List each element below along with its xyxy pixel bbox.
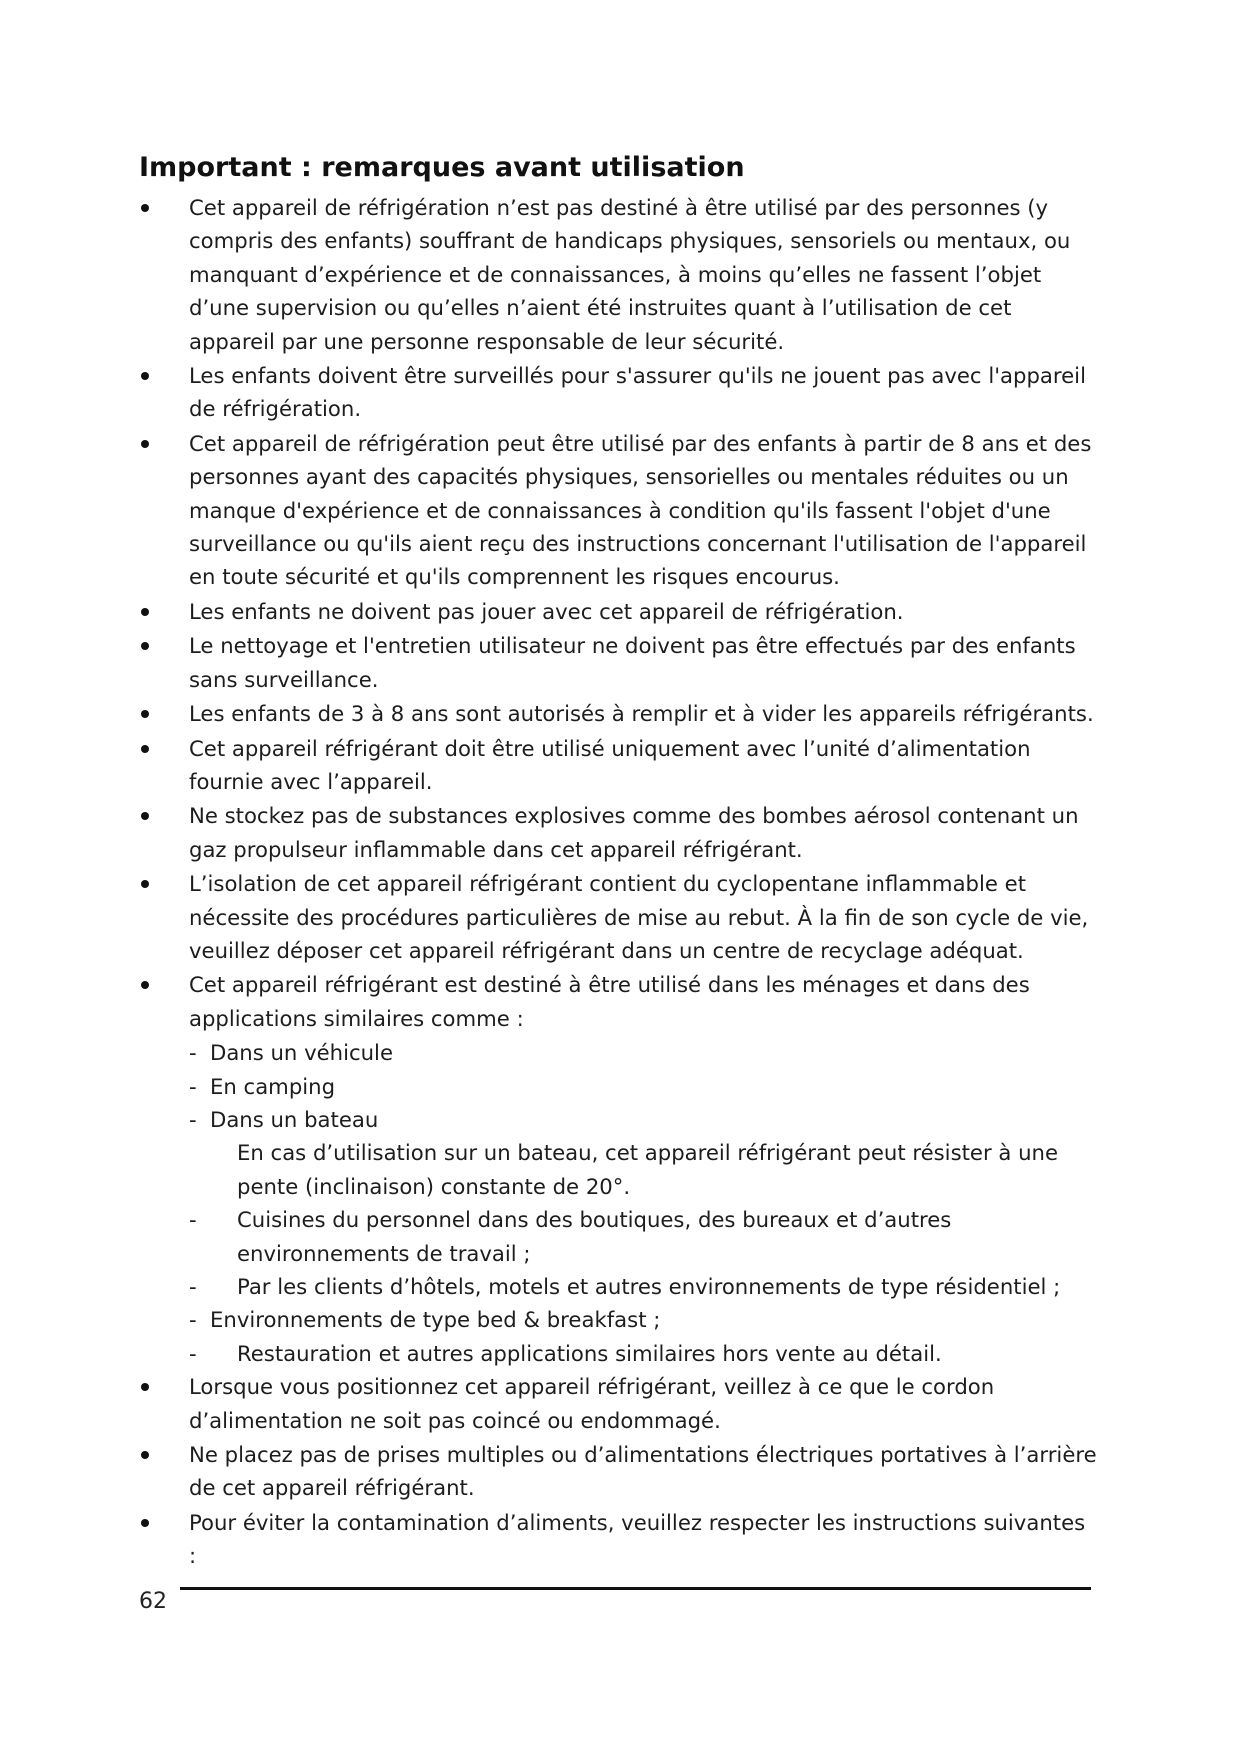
- sub-item: [139, 1270, 1099, 1303]
- footer-rule: [180, 1587, 1091, 1590]
- sub-item-text: Par les clients d’hôtels, motels et autres environnements de type résidentiel ;: [237, 1274, 1061, 1299]
- sub-item: [139, 1103, 1099, 1136]
- bullet-item: Cet appareil de réfrigération n’est pas destiné à être utilisé par des personnes (y compris des enfants) souffrant de handicaps physiques, sensoriels ou mentaux, ou manquant d’expérience et de connaissances, à moins qu’elles ne fassent l’objet d’une supervision ou qu’elles n’aient été instruites quant à l’utilisation de cet appareil par une personne responsable de leur sécurité.: [139, 191, 1099, 358]
- boat-note: En cas d’utilisation sur un bateau, cet appareil réfrigérant peut résister à une pente (inclinaison) constante de 20°.: [237, 1140, 1059, 1199]
- section-title: Important : remarques avant utilisation: [139, 152, 745, 183]
- bullet-item: L’isolation de cet appareil réfrigérant contient du cyclopentane inflammable et nécessite des procédures particulières de mise au rebut. À la fin de son cycle de vie, veuillez déposer cet appareil réfrigérant dans un centre de recyclage adéquat.: [139, 867, 1099, 967]
- sub-item-text: Environnements de type bed & breakfast ;: [210, 1307, 661, 1333]
- dash-marker: -: [189, 1073, 197, 1099]
- bullet-item: Ne stockez pas de substances explosives comme des bombes aérosol contenant un gaz propulseur inflammable dans cet appareil réfrigérant.: [139, 799, 1099, 866]
- sub-item: [139, 1036, 1099, 1069]
- dash-marker: -: [189, 1207, 197, 1233]
- bullet-list: [139, 191, 1099, 1574]
- sub-item: [139, 1337, 1099, 1370]
- dash-marker: -: [189, 1340, 197, 1366]
- bullet-item: Les enfants ne doivent pas jouer avec cet appareil de réfrigération.: [139, 595, 1099, 628]
- bullet-item: Pour éviter la contamination d’aliments, veuillez respecter les instructions suivantes :: [139, 1506, 1099, 1573]
- bullet-item: Cet appareil de réfrigération peut être utilisé par des enfants à partir de 8 ans et des personnes ayant des capacités physiques, sensorielles ou mentales réduites ou un manque d'expérience et de connaissances à condition qu'ils fassent l'objet d'une surveillance ou qu'ils aient reçu des instructions concernant l'utilisation de l'appareil en toute sécurité et qu'ils comprennent les risques encourus.: [139, 427, 1099, 594]
- dash-marker: -: [189, 1307, 197, 1333]
- bullet-item: Les enfants de 3 à 8 ans sont autorisés à remplir et à vider les appareils réfrigérants.: [139, 697, 1099, 730]
- sub-item-text: Restauration et autres applications similaires hors vente au détail.: [237, 1340, 942, 1366]
- sub-item: [139, 1070, 1099, 1103]
- dash-marker: -: [189, 1040, 197, 1066]
- bullet-item: Cet appareil réfrigérant doit être utilisé uniquement avec l’unité d’alimentation fournie avec l’appareil.: [139, 732, 1099, 799]
- bullet-item: Cet appareil réfrigérant est destiné à être utilisé dans les ménages et dans des applications similaires comme :: [139, 968, 1099, 1035]
- bullet-item: Le nettoyage et l'entretien utilisateur ne doivent pas être effectués par des enfants sans surveillance.: [139, 629, 1099, 696]
- dash-marker: -: [189, 1274, 197, 1299]
- bullet-item: Ne placez pas de prises multiples ou d’alimentations électriques portatives à l’arrière de cet appareil réfrigérant.: [139, 1438, 1099, 1505]
- bullet-item: Lorsque vous positionnez cet appareil réfrigérant, veillez à ce que le cordon d’alimentation ne soit pas coincé ou endommagé.: [139, 1370, 1099, 1437]
- sub-item-text: En camping: [210, 1073, 336, 1099]
- dash-marker: -: [189, 1106, 197, 1132]
- page-number: 62: [139, 1589, 167, 1614]
- sub-item-text: Dans un véhicule: [210, 1040, 393, 1066]
- sub-item-text: Dans un bateau: [210, 1106, 379, 1132]
- bullet-item: Les enfants doivent être surveillés pour s'assurer qu'ils ne jouent pas avec l'appareil de réfrigération.: [139, 359, 1099, 426]
- sub-item: [139, 1203, 1099, 1270]
- sub-item: [139, 1303, 1099, 1336]
- sub-item-text: Cuisines du personnel dans des boutiques, des bureaux et d’autres environnements de travail ;: [237, 1207, 952, 1266]
